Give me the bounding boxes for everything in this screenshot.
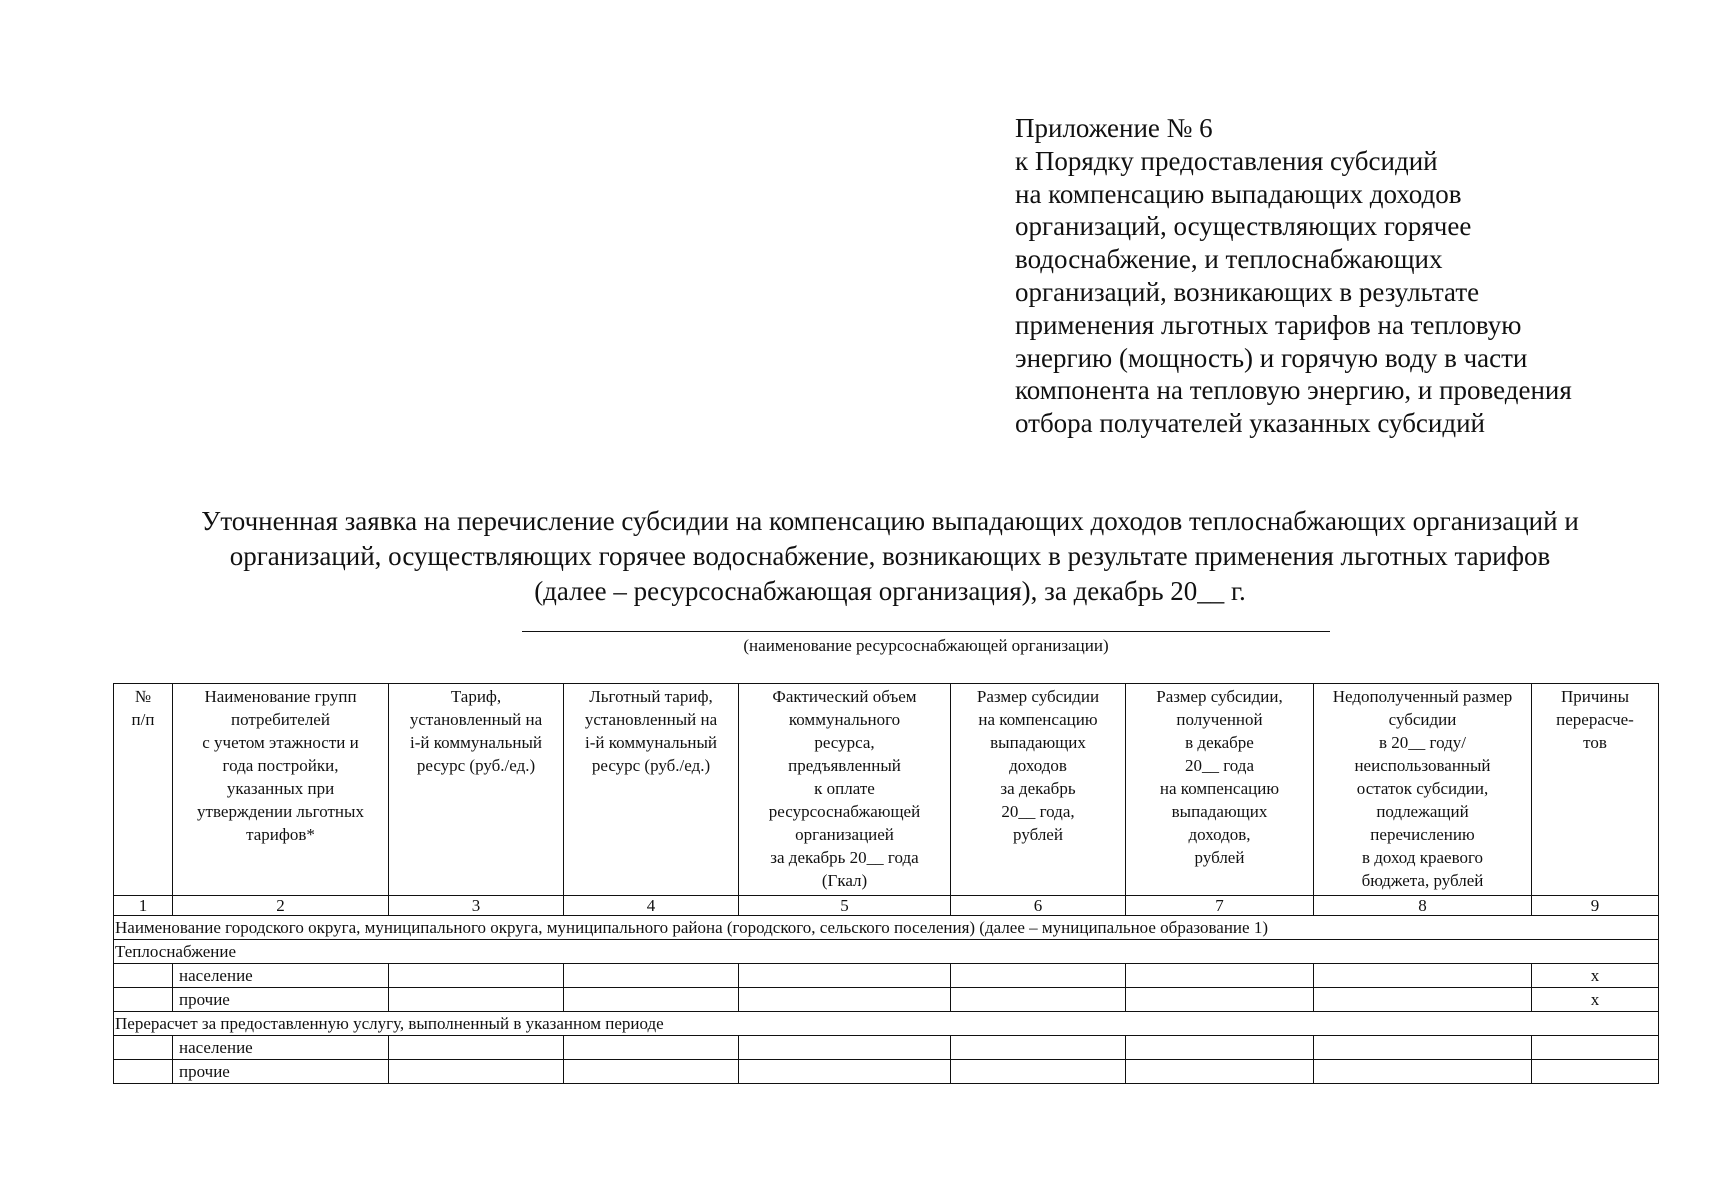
cell-recalc-reason[interactable] — [1532, 1060, 1659, 1084]
consumer-group-label: прочие — [173, 1060, 389, 1084]
appendix-line: энергию (мощность) и горячую воду в части — [1015, 342, 1528, 373]
cell-number[interactable] — [114, 1036, 173, 1060]
appendix-line: водоснабжение, и теплоснабжающих — [1015, 244, 1443, 275]
header-row — [114, 684, 1659, 896]
appendix-line: компонента на тепловую энергию, и проведения — [1015, 375, 1572, 406]
cell-recalc-reason: x — [1532, 988, 1659, 1012]
column-number-row — [114, 896, 1659, 916]
header-cell: Причины перерасче- тов — [1532, 684, 1659, 896]
cell-preferential-tariff[interactable] — [564, 1060, 739, 1084]
appendix-line: на компенсацию выпадающих доходов — [1015, 178, 1462, 209]
org-name-underline — [522, 631, 1330, 632]
consumer-group-label: прочие — [173, 988, 389, 1012]
column-number: 8 — [1314, 896, 1532, 916]
column-number: 9 — [1532, 896, 1659, 916]
header-cell: Тариф, установленный на i-й коммунальный ресурс (руб./ед.) — [389, 684, 564, 896]
cell-volume[interactable] — [739, 1060, 951, 1084]
cell-subsidy-received[interactable] — [1126, 964, 1314, 988]
cell-tariff[interactable] — [389, 988, 564, 1012]
title-line: (далее – ресурсоснабжающая организация), за декабрь 20__ г. — [534, 576, 1246, 606]
appendix-line: Приложение № 6 — [1015, 113, 1213, 143]
cell-subsidy-received[interactable] — [1126, 1036, 1314, 1060]
cell-subsidy-size[interactable] — [951, 988, 1126, 1012]
consumer-group-label: население — [173, 964, 389, 988]
cell-recalc-reason[interactable] — [1532, 1036, 1659, 1060]
column-number: 6 — [951, 896, 1126, 916]
cell-number[interactable] — [114, 988, 173, 1012]
cell-preferential-tariff[interactable] — [564, 988, 739, 1012]
header-cell: Льготный тариф, установленный на i-й коммунальный ресурс (руб./ед.) — [564, 684, 739, 896]
header-cell: № п/п — [114, 684, 173, 896]
table-row — [114, 1060, 1659, 1084]
org-name-caption: (наименование ресурсоснабжающей организации) — [743, 636, 1109, 655]
cell-recalc-reason: x — [1532, 964, 1659, 988]
cell-tariff[interactable] — [389, 1060, 564, 1084]
column-number: 3 — [389, 896, 564, 916]
column-number: 7 — [1126, 896, 1314, 916]
appendix-block — [1015, 112, 1655, 440]
cell-subsidy-size[interactable] — [951, 1060, 1126, 1084]
cell-subsidy-shortfall[interactable] — [1314, 964, 1532, 988]
cell-subsidy-received[interactable] — [1126, 988, 1314, 1012]
section-heat-row — [114, 940, 1659, 964]
cell-number[interactable] — [114, 1060, 173, 1084]
cell-number[interactable] — [114, 964, 173, 988]
document-title — [60, 504, 1718, 609]
column-number: 4 — [564, 896, 739, 916]
cell-subsidy-shortfall[interactable] — [1314, 1036, 1532, 1060]
header-cell: Фактический объем коммунального ресурса, предъявленный к оплате ресурсоснабжающей организацией за декабрь 20__ года (Гкал) — [739, 684, 951, 896]
section-heat-label: Теплоснабжение — [114, 940, 1659, 964]
appendix-line: к Порядку предоставления субсидий — [1015, 145, 1438, 176]
header-cell: Размер субсидии на компенсацию выпадающих доходов за декабрь 20__ года, рублей — [951, 684, 1126, 896]
section-recalc-label: Перерасчет за предоставленную услугу, выполненный в указанном периоде — [114, 1012, 1659, 1036]
column-number: 5 — [739, 896, 951, 916]
consumer-group-label: население — [173, 1036, 389, 1060]
cell-subsidy-size[interactable] — [951, 964, 1126, 988]
cell-tariff[interactable] — [389, 964, 564, 988]
table-row — [114, 1036, 1659, 1060]
municipality-row — [114, 916, 1659, 940]
appendix-line: отбора получателей указанных субсидий — [1015, 408, 1485, 439]
cell-volume[interactable] — [739, 964, 951, 988]
header-cell: Наименование групп потребителей с учетом этажности и года постройки, указанных при утверждении льготных тарифов* — [173, 684, 389, 896]
table-row — [114, 964, 1659, 988]
cell-subsidy-size[interactable] — [951, 1036, 1126, 1060]
subsidy-table — [113, 683, 1659, 1084]
cell-preferential-tariff[interactable] — [564, 1036, 739, 1060]
section-recalc-row — [114, 1012, 1659, 1036]
title-line: организаций, осуществляющих горячее водоснабжение, возникающих в результате применения льготных тарифов — [229, 541, 1551, 571]
column-number: 1 — [114, 896, 173, 916]
cell-tariff[interactable] — [389, 1036, 564, 1060]
cell-volume[interactable] — [739, 988, 951, 1012]
cell-subsidy-shortfall[interactable] — [1314, 988, 1532, 1012]
appendix-line: организаций, возникающих в результате — [1015, 276, 1480, 307]
appendix-line: организаций, осуществляющих горячее — [1015, 211, 1472, 242]
cell-subsidy-received[interactable] — [1126, 1060, 1314, 1084]
appendix-line: применения льготных тарифов на тепловую — [1015, 309, 1522, 340]
cell-subsidy-shortfall[interactable] — [1314, 1060, 1532, 1084]
header-cell: Недополученный размер субсидии в 20__ году/ неиспользованный остаток субсидии, подлежащий перечислению в доход краевого бюджета, рублей — [1314, 684, 1532, 896]
municipality-label: Наименование городского округа, муниципального округа, муниципального района (городского, сельского поселения) (далее – муниципальное образование 1) — [114, 916, 1659, 940]
cell-preferential-tariff[interactable] — [564, 964, 739, 988]
header-cell: Размер субсидии, полученной в декабре 20__ года на компенсацию выпадающих доходов, рублей — [1126, 684, 1314, 896]
cell-volume[interactable] — [739, 1036, 951, 1060]
title-line: Уточненная заявка на перечисление субсидии на компенсацию выпадающих доходов теплоснабжающих организаций и — [201, 506, 1579, 536]
column-number: 2 — [173, 896, 389, 916]
table-row — [114, 988, 1659, 1012]
